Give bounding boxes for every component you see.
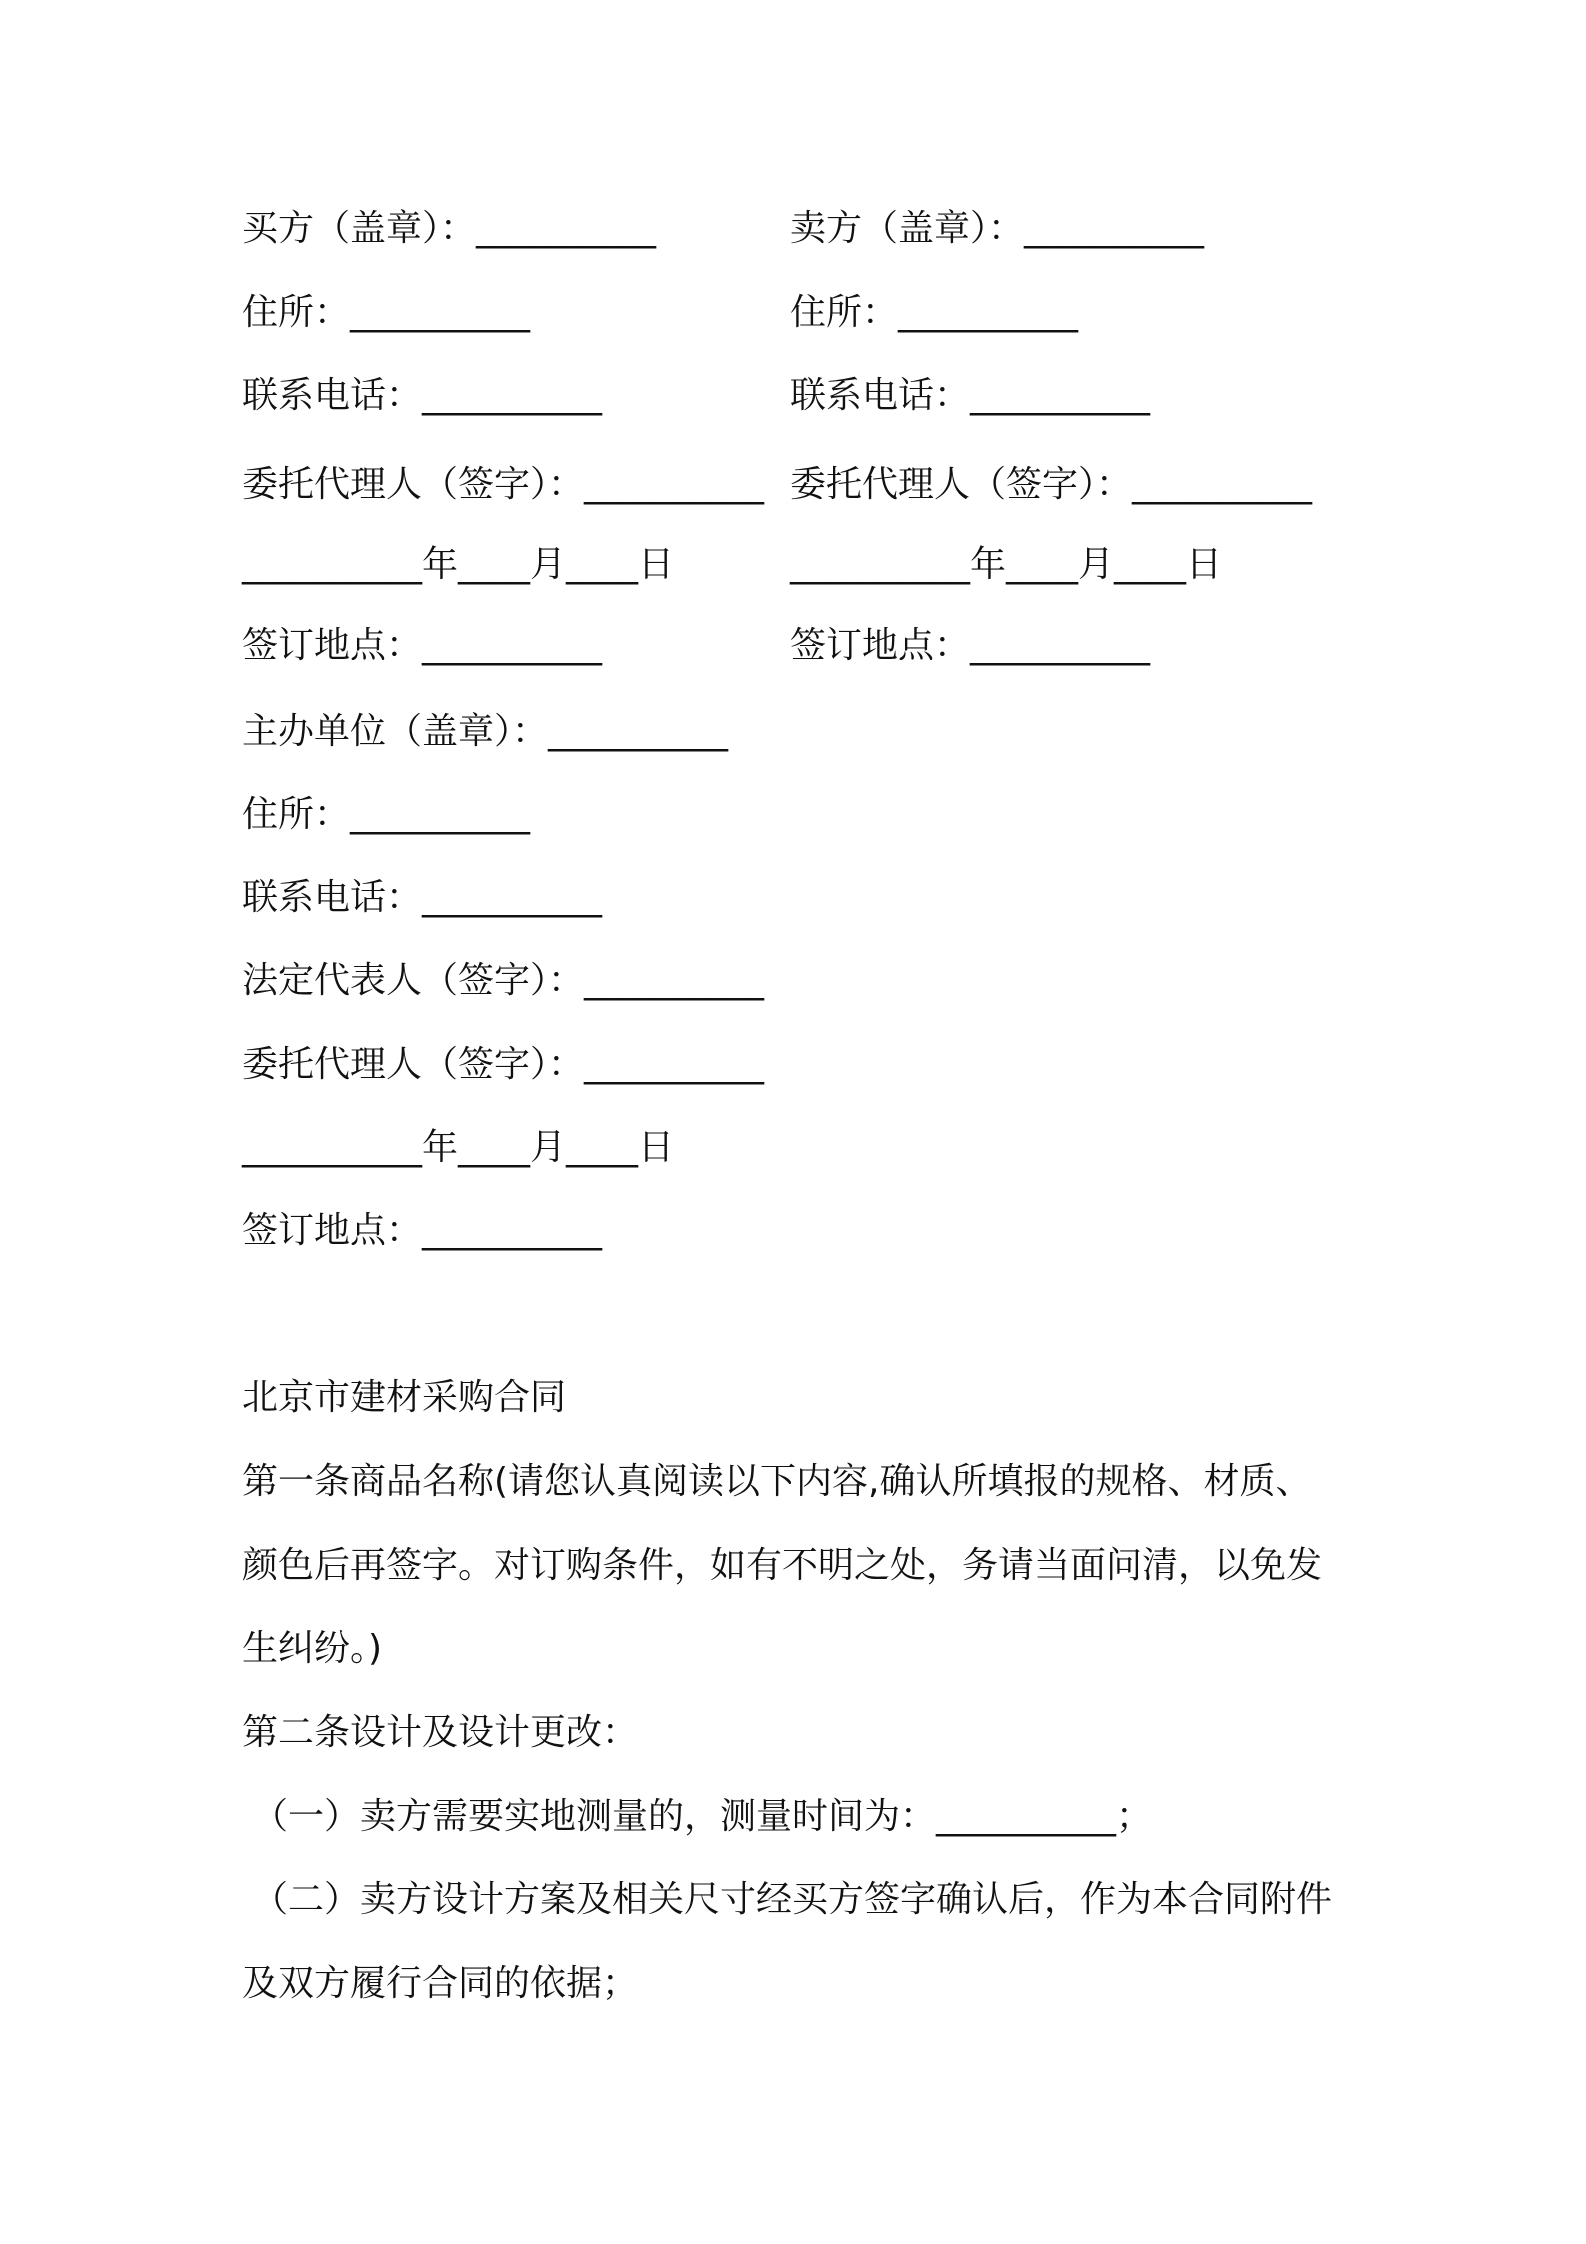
buyer-phone-field: 联系电话：__________ (242, 375, 603, 416)
seller-place-field: 签订地点：__________ (790, 625, 1151, 666)
buyer-place-field: 签订地点：__________ (242, 625, 603, 666)
organizer-agent-field: 委托代理人（签字）：__________ (242, 1044, 765, 1085)
article1-line1: 第一条商品名称(请您认真阅读以下内容,确认所填报的规格、材质、 (242, 1461, 1312, 1502)
article2-item2-line1: （二）卖方设计方案及相关尺寸经买方签字确认后，作为本合同附件 (252, 1879, 1333, 1920)
organizer-seal-field: 主办单位（盖章）：__________ (242, 711, 729, 752)
organizer-place-field: 签订地点：__________ (242, 1210, 603, 1251)
article2-item2-line2: 及双方履行合同的依据； (242, 1963, 639, 2004)
buyer-date-field: __________年____月____日 (242, 544, 674, 585)
article2-title: 第二条设计及设计更改： (242, 1712, 639, 1753)
buyer-address-field: 住所：__________ (242, 292, 531, 333)
buyer-seal-field: 买方（盖章）：__________ (242, 208, 657, 249)
seller-address-field: 住所：__________ (790, 292, 1079, 333)
seller-phone-field: 联系电话：__________ (790, 375, 1151, 416)
seller-seal-field: 卖方（盖章）：__________ (790, 208, 1205, 249)
seller-agent-field: 委托代理人（签字）：__________ (790, 464, 1313, 505)
article1-line2: 颜色后再签字。对订购条件，如有不明之处，务请当面问清，以免发 (242, 1545, 1323, 1586)
article1-line3: 生纠纷。) (242, 1628, 383, 1669)
organizer-address-field: 住所：__________ (242, 794, 531, 835)
contract-title: 北京市建材采购合同 (242, 1377, 567, 1418)
seller-date-field: __________年____月____日 (790, 544, 1222, 585)
organizer-date-field: __________年____月____日 (242, 1127, 674, 1168)
organizer-phone-field: 联系电话：__________ (242, 877, 603, 918)
article2-item1: （一）卖方需要实地测量的，测量时间为：__________； (252, 1796, 1153, 1837)
organizer-legal-rep-field: 法定代表人（签字）：__________ (242, 960, 765, 1001)
buyer-agent-field: 委托代理人（签字）：__________ (242, 464, 765, 505)
